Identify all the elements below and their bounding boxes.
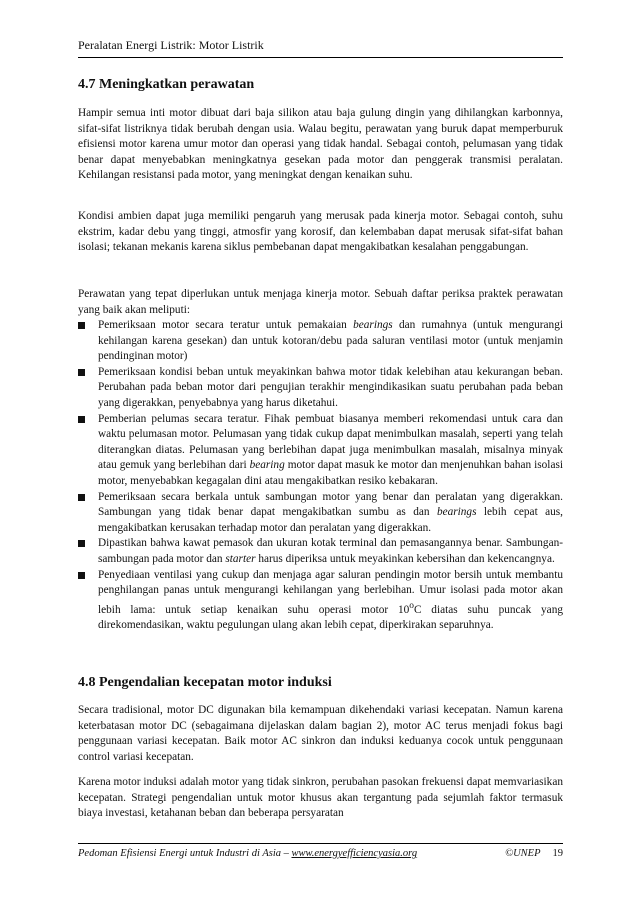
list-item-text: motor dapat masuk ke motor dan menjenuhkan bahan isolasi motor, menyebabkan kegagalan dini atau mengakibatkan resiko kebakaran. <box>98 459 563 487</box>
page-footer <box>78 848 563 859</box>
square-bullet-icon <box>78 369 85 376</box>
square-bullet-icon <box>78 416 85 423</box>
square-bullet-icon <box>78 322 85 329</box>
list-item-text: Pemeriksaan kondisi beban untuk meyakinkan bahwa motor tidak kelebihan atau kekurangan beban. Perubahan pada beban motor dari pengujian terakhir mengindikasikan suatu perubahan pada beban yang digerakkan, penyebabnya yang harus diketahui. <box>98 365 563 409</box>
list-item-text: Pemeriksaan motor secara teratur untuk pemakaian <box>98 319 354 331</box>
paragraph: Perawatan yang tepat diperlukan untuk menjaga kinerja motor. Sebuah daftar periksa praktek perawatan yang baik akan meliputi: <box>78 288 563 316</box>
footer-right <box>505 848 563 859</box>
list-item-text: lebih cepat aus, mengakibatkan kerusakan terhadap motor dan peralatan yang digerakkan. <box>98 506 563 534</box>
square-bullet-icon <box>78 572 85 579</box>
list-item-term: bearings <box>436 506 477 519</box>
paragraph: Kondisi ambien dapat juga memiliki pengaruh yang merusak pada kinerja motor. Sebagai contoh, suhu ekstrim, kadar debu yang tinggi, atmosfir yang korosif, dan kelembaban dapat merusak sifat-sifat bahan isolasi; tekanan mekanis karena siklus pembebanan dapat mengakibatkan kesalahan penggabungan. <box>78 210 563 254</box>
copyright-text: ©UNEP <box>505 848 541 859</box>
list-item <box>78 318 563 365</box>
paragraph: Karena motor induksi adalah motor yang tidak sinkron, perubahan pasokan frekuensi dapat memvariasikan kecepatan. Strategi pengendalian untuk motor khusus akan tergantung pada sejumlah faktor termasuk biaya investasi, ketahanan beban dan beberapa persyaratan <box>78 776 563 820</box>
footer-title: Pedoman Efisiensi Energi untuk Industri di Asia – <box>78 848 292 859</box>
list-item <box>78 490 563 537</box>
running-header: Peralatan Energi Listrik: Motor Listrik <box>78 38 264 52</box>
section-title-4-7: 4.7 Meningkatkan perawatan <box>78 77 255 92</box>
maintenance-checklist <box>78 318 563 634</box>
list-item-term: bearing <box>249 459 285 472</box>
paragraph: Hampir semua inti motor dibuat dari baja silikon atau baja gulung dingin yang dihilangkan karbonnya, sifat-sifat listriknya tidak berubah dengan usia. Walau begitu, perawatan yang buruk dapat memperburuk efisiensi motor karena umur motor dan operasi yang tidak handal. Sebagai contoh, pelumasan yang tidak benar dapat menyebabkan meningkatnya gesekan pada motor dan penggerak transmisi peralatan. Kehilangan resistansi pada motor, yang meningkat dengan kenaikan suhu. <box>78 107 563 182</box>
list-item-term: bearings <box>353 319 393 331</box>
section-title-4-8: 4.8 Pengendalian kecepatan motor induksi <box>78 675 332 690</box>
list-item <box>78 412 563 490</box>
list-item-text: Pemeriksaan secara berkala untuk sambungan motor yang benar dan peralatan yang digerakkan. Sambungan yang tidak benar dapat mengakibatkan sumbu as dan <box>98 490 563 519</box>
list-item <box>78 365 563 412</box>
list-item <box>78 568 563 634</box>
list-item-text: Penyediaan ventilasi yang cukup dan menjaga agar saluran pendingin motor bersih untuk membantu penghilangan panas untuk mengurangi kehilangan yang berlebihan. Umur isolasi pada motor akan lebih lama: untuk setiap kenaikan suhu operasi motor 10 <box>98 568 563 616</box>
list-item-text: C diatas suhu puncak yang direkomendasikan, waktu pegulungan ulang akan lebih cepat, diperkirakan separuhnya. <box>98 603 563 632</box>
degree-superscript: o <box>409 600 414 611</box>
list-item-text: Dipastikan bahwa kawat pemasok dan ukuran kotak terminal dan pemasangannya benar. Sambungan-sambungan pada motor dan <box>98 537 563 565</box>
list-item-text: harus diperiksa untuk meyakinkan kebersihan dan kekencangnya. <box>255 552 555 565</box>
page-number: 19 <box>552 848 563 859</box>
list-item-text: Pemberian pelumas secara teratur. Fihak pembuat biasanya memberi rekomendasi untuk cara dan waktu pelumasan motor. Pelumasan yang tidak cukup dapat menimbulkan masalah, seperti yang telah diterangkan diatas. Pelumasan yang berlebihan dapat juga menimbulkan masalah, misalnya minyak atau gemuk yang berlebihan dari <box>98 412 563 472</box>
list-item-term: starter <box>225 552 256 565</box>
footer-rule <box>78 843 563 844</box>
header-rule <box>78 57 563 58</box>
square-bullet-icon <box>78 540 85 547</box>
square-bullet-icon <box>78 494 85 501</box>
paragraph: Secara tradisional, motor DC digunakan bila kemampuan dikehendaki variasi kecepatan. Namun karena keterbatasan motor DC (sebagaimana dijelaskan dalam bagian 2), motor AC terus menjadi fokus bagi penggunaan variasi kecepatan. Baik motor AC sinkron dan induksi keduanya cocok untuk penggunaan control variasi kecepatan. <box>78 704 563 763</box>
list-item-text: dan rumahnya (untuk mengurangi kehilangan karena gesekan) dan untuk kotoran/debu pada saluran ventilasi motor (untuk menjamin pendinginan motor) <box>98 319 563 363</box>
list-item <box>78 536 563 567</box>
footer-website-link[interactable]: www.energyefficiencyasia.org <box>291 848 418 859</box>
